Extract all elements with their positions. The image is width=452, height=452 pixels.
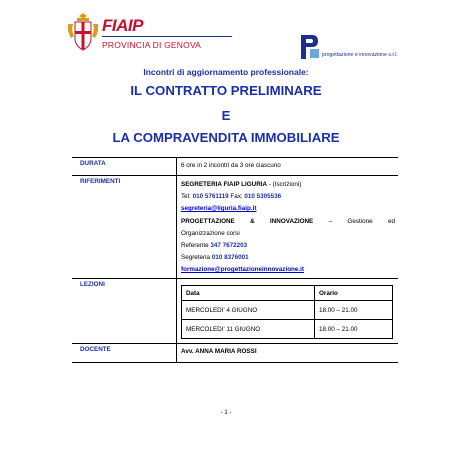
table-row-durata	[72, 158, 398, 176]
referente-label: Referente	[181, 242, 211, 249]
lezione-data: MERCOLEDI’ 4 GIUGNO	[182, 301, 315, 320]
segreteria-name: SEGRETERIA FIAIP LIGURIA	[181, 181, 268, 188]
title-line-2: LA COMPRAVENDITA IMMOBILIARE	[112, 130, 340, 145]
docente-label: DOCENTE	[72, 344, 177, 363]
segreteria-line	[181, 179, 398, 191]
col-data-header: Data	[182, 286, 315, 301]
pi-dash: –	[328, 218, 333, 225]
pi-word2: INNOVAZIONE	[269, 218, 314, 225]
title-conjunction: E	[221, 108, 231, 123]
lezione-data: MERCOLEDI’ 11 GIUGNO	[182, 320, 315, 339]
lezioni-value-cell	[177, 279, 399, 344]
docente-value-cell	[177, 344, 399, 363]
segreteria2-value: 010 8376001	[211, 254, 249, 261]
pi-word4: ed	[387, 218, 395, 225]
fax-label: Fax:	[228, 193, 245, 200]
pi-word1: PROGETTAZIONE	[181, 218, 235, 225]
pi-line	[181, 216, 395, 228]
logo-divider	[102, 36, 232, 37]
tel-fax-line	[181, 191, 398, 203]
fax-value: 010 5305536	[244, 193, 282, 200]
course-info-table	[72, 157, 398, 363]
provincia-text: PROVINCIA DI GENOVA	[102, 40, 202, 50]
docente-value: Avv. ANNA MARIA ROSSI	[181, 348, 257, 355]
course-subtitle: Incontri di aggiornamento professionale:	[143, 67, 309, 77]
col-orario-header: Orario	[315, 286, 393, 301]
table-row-riferimenti	[72, 176, 398, 279]
pi-amp: &	[250, 218, 255, 225]
page-number: - 1 -	[220, 410, 232, 416]
partner-logo	[300, 32, 420, 62]
lezioni-table	[181, 285, 393, 339]
table-row	[182, 301, 393, 320]
table-row-lezioni	[72, 279, 398, 344]
durata-label: DURATA	[72, 158, 177, 176]
partner-name: progettazione e innovazione s.r.l.	[322, 52, 398, 58]
email2-line	[181, 264, 398, 276]
fiaip-logo	[66, 12, 236, 52]
lezioni-header-row	[182, 286, 393, 301]
pi-logo-icon	[300, 32, 320, 60]
lezioni-label: LEZIONI	[72, 279, 177, 344]
pi-line2: Organizzazione corsi	[181, 230, 240, 237]
genova-crest-icon	[66, 12, 100, 52]
email-segreteria-link[interactable]: segreteria@liguria.fiaip.it	[181, 205, 257, 212]
email1-line	[181, 203, 398, 215]
segreteria2-line	[181, 252, 398, 264]
lezione-orario: 18.00 – 21.00	[315, 301, 393, 320]
referente-value: 347 7672203	[210, 242, 248, 249]
tel-value: 010 5761119	[192, 193, 229, 200]
durata-value: 6 ore in 2 incontri da 3 ore ciascuno	[181, 162, 281, 169]
segreteria-note: - (Iscrizioni)	[267, 181, 302, 188]
referente-line	[181, 240, 398, 252]
lezione-orario: 18.00 – 21.00	[315, 320, 393, 339]
riferimenti-label: RIFERIMENTI	[72, 176, 177, 279]
tel-label: Tel:	[181, 193, 193, 200]
table-row-docente	[72, 344, 398, 363]
riferimenti-value-cell	[177, 176, 399, 279]
pi-word3: Gestione	[347, 218, 373, 225]
title-line-1: IL CONTRATTO PRELIMINARE	[130, 83, 322, 98]
fiaip-wordmark: FIAIP	[102, 16, 143, 35]
email-formazione-link[interactable]: formazione@progettazioneinnovazione.it	[181, 266, 304, 273]
segreteria2-label: Segreteria	[181, 254, 212, 261]
durata-value-cell	[177, 158, 399, 176]
table-row	[182, 320, 393, 339]
